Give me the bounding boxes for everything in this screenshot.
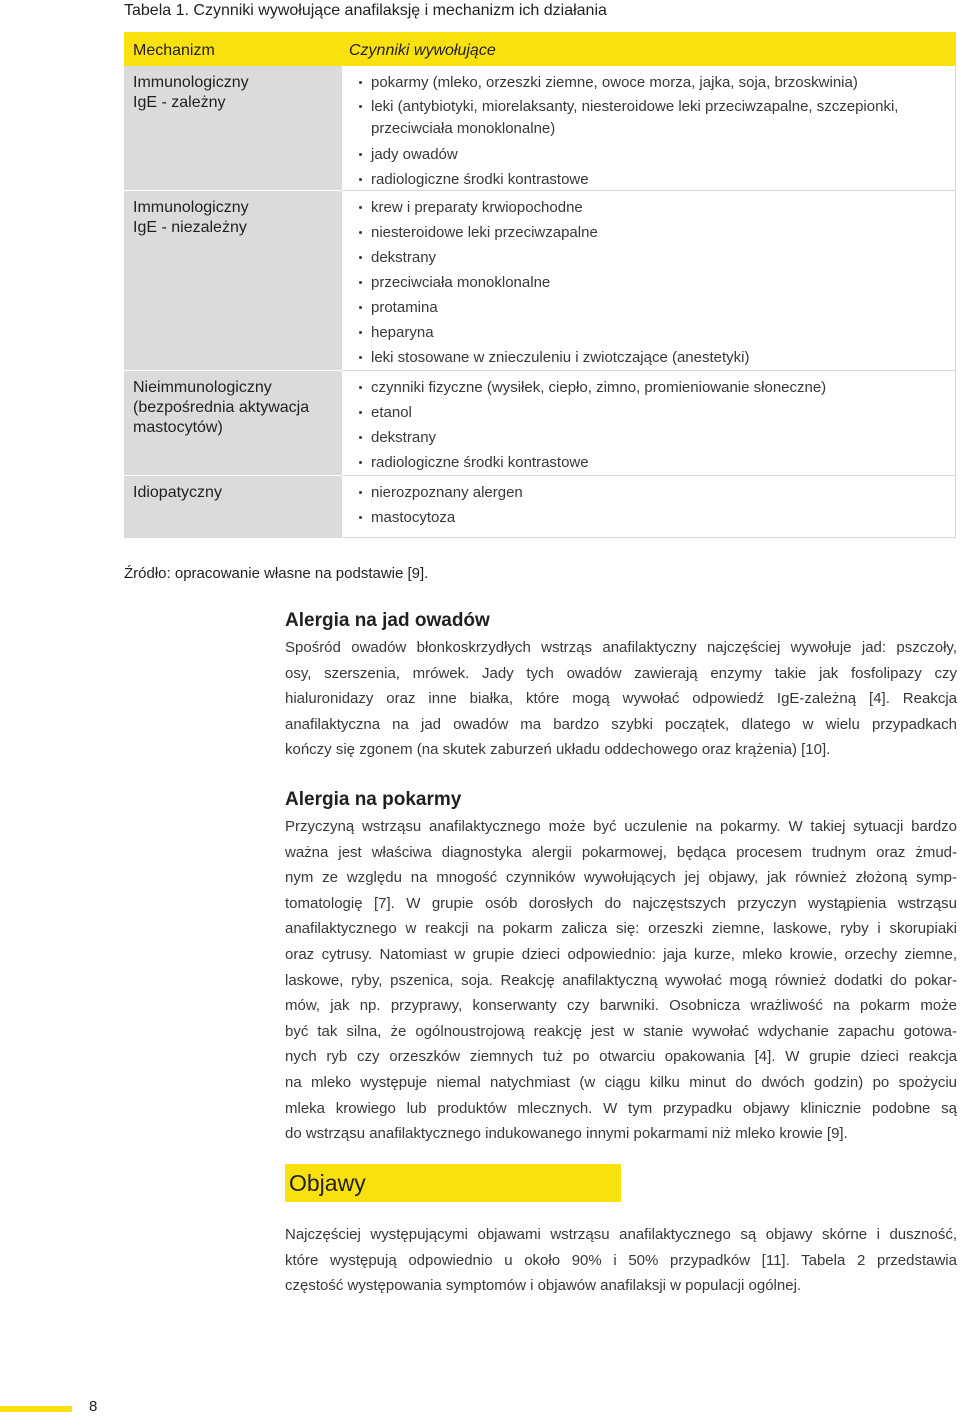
- factor-item: radiologiczne środki kontrastowe: [358, 167, 955, 192]
- paragraph-line: tomatologię [7]. W grupie osób dorosłych do najczęstszych przyczyn wystąpienia wstrząsu: [285, 894, 957, 912]
- factor-item: krew i preparaty krwiopochodne: [358, 195, 955, 220]
- mechanism-text: mastocytów): [133, 419, 223, 436]
- mechanism-cell: [124, 191, 342, 371]
- paragraph-line: do wstrząsu anafilaktycznego indukowanego innymi pokarmami niż mleko krowie [9].: [285, 1125, 848, 1143]
- paragraph-line: na mleko występuje niemal natychmiast (w ciągu kilku minut do dwóch godzin) po spożyciu: [285, 1073, 957, 1091]
- table-source: Źródło: opracowanie własne na podstawie [9].: [124, 565, 429, 582]
- factor-item: pokarmy (mleko, orzeszki ziemne, owoce morza, jajka, soja, brzoskwinia): [358, 70, 955, 95]
- paragraph-line: anafilaktyczna na jad owadów ma bardzo szybki początek, dlatego w wielu przypadkach: [285, 715, 957, 733]
- factor-item: mastocytoza: [358, 505, 955, 530]
- table-row: [124, 371, 956, 476]
- paragraph-line: hialuronidazy oraz inne białka, które mogą wywołać odpowiedź IgE-zależną [4]. Reakcja: [285, 690, 957, 708]
- section-heading: Alergia na pokarmy: [285, 789, 462, 810]
- paragraph-line: oraz cytrusy. Natomiast w grupie dzieci odpowiednio: jaja kurze, mleko krowie, orzechy ziemne,: [285, 945, 957, 963]
- mechanism-text: Immunologiczny: [133, 74, 249, 91]
- mechanism-text: Immunologiczny: [133, 199, 249, 216]
- factors-list: [342, 70, 955, 192]
- paragraph-line: osy, szerszenia, mrówek. Jady tych owadów zawierają enzymy takie jak fosfolipazy czy: [285, 664, 957, 682]
- mechanism-cell: [124, 476, 342, 538]
- factor-item: [358, 95, 955, 142]
- factor-item: dekstrany: [358, 245, 955, 270]
- factor-item: nierozpoznany alergen: [358, 480, 955, 505]
- factors-cell: [342, 191, 956, 371]
- mechanism-cell: [124, 371, 342, 476]
- factors-list: [342, 375, 955, 475]
- page-footer-bar: [0, 1406, 72, 1412]
- mechanism-text: IgE - zależny: [133, 94, 226, 111]
- factor-item: protamina: [358, 295, 955, 320]
- mechanism-text: IgE - niezależny: [133, 219, 247, 236]
- factors-cell: [342, 66, 956, 191]
- mechanism-text: Idiopatyczny: [133, 484, 222, 501]
- factor-item: etanol: [358, 400, 955, 425]
- header-factors: Czynniki wywołujące: [349, 42, 496, 59]
- factor-text: przeciwciała monoklonalne): [371, 120, 556, 137]
- factors-list: [342, 480, 955, 530]
- factor-item: jady owadów: [358, 142, 955, 167]
- paragraph-line: Najczęściej występującymi objawami wstrząsu anafilaktycznego są objawy skórne i duszność,: [285, 1226, 957, 1243]
- table-header: [124, 32, 956, 66]
- factor-item: czynniki fizyczne (wysiłek, ciepło, zimno, promieniowanie słoneczne): [358, 375, 955, 400]
- section-symptoms: [285, 1222, 957, 1299]
- mechanism-cell: [124, 66, 342, 191]
- factor-item: radiologiczne środki kontrastowe: [358, 450, 955, 475]
- section-paragraph: [285, 635, 957, 763]
- table-row: [124, 191, 956, 371]
- factors-cell: [342, 371, 956, 476]
- factor-item: niesteroidowe leki przeciwzapalne: [358, 220, 955, 245]
- paragraph-line: anafilaktycznego w reakcji na pokarm zalicza się: orzeszki ziemne, laskowe, ryby i skorupiaki: [285, 920, 957, 938]
- paragraph-line: które występują odpowiednio u około 90% i 50% przypadków [11]. Tabela 2 przedstawia: [285, 1251, 957, 1269]
- factor-item: heparyna: [358, 320, 955, 345]
- paragraph-line: mleka krowiego lub produktów mlecznych. W tym przypadku objawy klinicznie podobne są: [285, 1099, 957, 1117]
- paragraph-line: być tak silna, że ogólnoustrojową reakcję jest w stanie wywołać wdychanie zapachu gotowa-: [285, 1022, 957, 1040]
- section-paragraph: [285, 814, 957, 1147]
- table-row: [124, 66, 956, 191]
- page-number: 8: [89, 1398, 98, 1415]
- table-title: Tabela 1. Czynniki wywołujące anafilaksję i mechanizm ich działania: [124, 2, 607, 19]
- section-heading-symptoms: Objawy: [285, 1164, 621, 1202]
- paragraph-line: Spośród owadów błonkoskrzydłych wstrząs anafilaktyczny najczęściej wywołuje jad: pszczoły,: [285, 639, 957, 656]
- mechanism-text: (bezpośrednia aktywacja: [133, 399, 310, 416]
- paragraph-line: ważna jest właściwa diagnostyka alergii pokarmowej, będąca procesem trudnym oraz żmud-: [285, 843, 957, 861]
- factors-list: [342, 195, 955, 370]
- paragraph-line: częstość występowania symptomów i objawów anafilaksji w populacji ogólnej.: [285, 1277, 802, 1295]
- paragraph-line: laskowe, ryby, pszenica, soja. Reakcję anafilaktyczną wywołać mogą również dodatki do pokar-: [285, 971, 957, 989]
- factor-item: dekstrany: [358, 425, 955, 450]
- paragraph-line: nym ze względu na mnogość czynników wywołujących jej objawy, jak również złożoną symp-: [285, 869, 957, 887]
- factor-text: leki (antybiotyki, miorelaksanty, niesteroidowe leki przeciwzapalne, szczepionki,: [371, 98, 899, 115]
- factor-item: przeciwciała monoklonalne: [358, 270, 955, 295]
- section-paragraph: [285, 1222, 957, 1299]
- paragraph-line: Przyczyną wstrząsu anafilaktycznego może być uczulenie na pokarmy. W takiej sytuacji bardzo: [285, 818, 957, 835]
- section-heading: Alergia na jad owadów: [285, 610, 490, 631]
- mechanism-text: Nieimmunologiczny: [133, 379, 272, 396]
- factor-item: leki stosowane w znieczuleniu i zwiotczające (anestetyki): [358, 345, 955, 370]
- factors-cell: [342, 476, 956, 538]
- section-insect-venom: [285, 609, 957, 763]
- paragraph-line: kończy się zgonem (na skutek zaburzeń układu oddechowego oraz krążenia) [10].: [285, 741, 831, 759]
- paragraph-line: mów, jak np. przyprawy, konserwanty czy barwniki. Osobnicza wrażliwość na pokarm może: [285, 997, 957, 1015]
- anaphylaxis-table: [124, 32, 956, 538]
- header-mechanism: Mechanizm: [133, 42, 215, 59]
- paragraph-line: nych ryb czy orzeszków ziemnych tuż po otwarciu opakowania [4]. W grupie dzieci reakcja: [285, 1048, 957, 1066]
- section-food-allergy: [285, 788, 957, 1147]
- table-row: [124, 476, 956, 538]
